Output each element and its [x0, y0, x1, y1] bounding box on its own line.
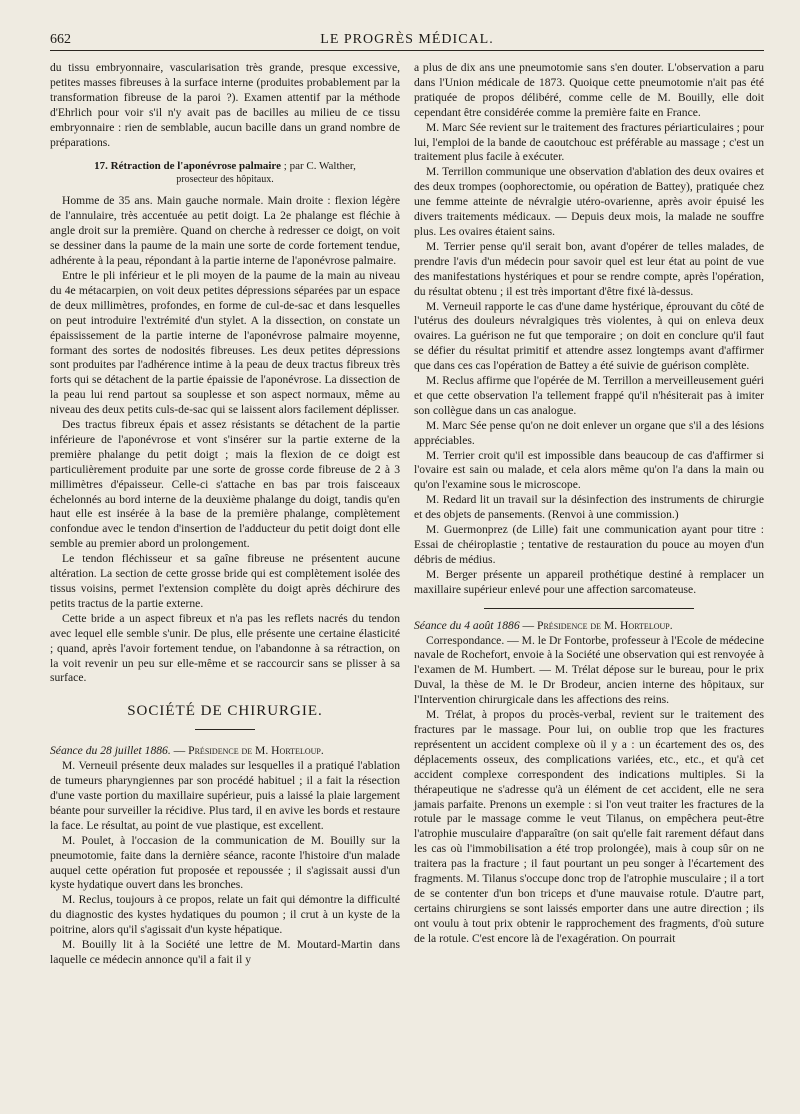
- section-rule: [195, 729, 255, 730]
- seance-presidence: — Présidence de M. Horteloup.: [173, 744, 324, 758]
- section-title: SOCIÉTÉ DE CHIRURGIE.: [127, 703, 323, 720]
- seance-line: [414, 619, 764, 634]
- right-column: [414, 61, 764, 968]
- two-column-body: [50, 61, 764, 968]
- case-author-role: prosecteur des hôpitaux.: [176, 174, 274, 186]
- paragraph: M. Marc Sée revient sur le traitement des fractures périarticulaires ; pour lui, l'emploi de la bande de caoutchouc est préférable au massage ; c'est un traitement plus facile à exécuter.: [414, 120, 765, 164]
- paragraph: M. Reclus, toujours à ce propos, relate un fait qui démontre la difficulté du diagnostic des kystes hydatiques du poumon ; il crut à un kyste de la poitrine, alors qu'il s'agissait d'un kyste hépatique.: [50, 893, 400, 937]
- paragraph: M. Marc Sée pense qu'on ne doit enlever un organe que s'il a des lésions appréciables.: [414, 418, 764, 447]
- divider: [484, 608, 694, 609]
- paragraph: Cette bride a un aspect fibreux et n'a pas les reflets nacrés du tendon avec lequel elle semble s'unir. De plus, elle présente une certaine élasticité ; quand, après l'avoir fortement tendue, on l'abandonne à sa rétraction, on la voit revenir un peu sur elle-même et se raccourcir sans se plisser à sa surface.: [50, 611, 400, 685]
- paragraph: M. Verneuil présente deux malades sur lesquelles il a pratiqué l'ablation de tumeurs pharyngiennes par son procédé habituel ; il a fait la résection d'une vaste portion du maxillaire supérieur, puis a laissé la plaie largement béante pour surveiller la récidive. Plus tard, il en avive les bords et restaure la face. Le résultat, au point de vue plastique, est excellent.: [50, 759, 400, 832]
- paragraph: Le tendon fléchisseur et sa gaîne fibreuse ne présentent aucune altération. La section de cette grosse bride qui est complètement isolée des tissus voisins, permet l'extension complète du doigt après déchirure des petits tractus de la partie externe.: [50, 552, 400, 610]
- paragraph: du tissu embryonnaire, vascularisation très grande, presque excessive, petites masses fibreuses à la surface interne (produites probablement par la transformation fibreuse de la paroi ?). Examen attentif par la méthode d'Ehrlich pour voir s'il n'y avait pas de bacilles au milieu de ce tissu embryonnaire : rien de semblable, aucun bacille dans un grand nombre de préparations.: [50, 61, 400, 149]
- seance-line: [50, 744, 400, 759]
- left-column: [50, 61, 400, 968]
- seance-date: Séance du 28 juillet 1886.: [50, 744, 171, 758]
- case-title: Rétraction de l'aponévrose palmaire: [110, 160, 282, 173]
- paragraph: M. Terrillon communique une observation d'ablation des deux ovaires et des deux trompes (oophorectomie, ou opération de Battey), pratiquée chez une femme atteinte de névralgie utéro-ovarienne, après avoir épuisé les divers traitements médicaux. — Depuis deux mois, la malade ne souffre plus. Les ovaires étaient sains.: [414, 165, 764, 238]
- page-number: 662: [50, 32, 71, 47]
- paragraph: M. Trélat, à propos du procès-verbal, revient sur le traitement des fractures par le massage. Pour lui, on oublie trop que les fractures représentent un accident complexe où il y a : un écartement des os, des déplacements osseux, des complications variées, etc., etc., et qu'à cet accident complexe correspondent des indications multiples. Si la thérapeutique ne s'adresse qu'à un élément de cet accident, elle ne sera jamais parfaite. Prenons un exemple : si l'on veut traiter les fractures de la rotule par le massage comme le veut Tilanus, on empêchera peut-être l'atrophie musculaire d'apparaître (on sait qu'elle fait rarement défaut dans les cas où l'immobilisation a été trop prolongée), mais à coup sûr on ne traitera pas la fracture ; il faut pourtant un peu songer à l'écartement des fragments. M. Tilanus s'occupe donc trop de l'atrophie musculaire ; il a tort de se contenter d'un bon triceps et d'une mauvaise rotule. D'autre part, certains chirurgiens se sont laissés emporter dans une autre direction ; ils ont voulu à tout prix obtenir le rapprochement des fragments, d'où suture de la rotule. C'est encore là de l'exagération. On pourrait: [414, 708, 764, 945]
- paragraph: Des tractus fibreux épais et assez résistants se détachent de la partie inférieure de l'aponévrose et vont s'insérer sur la partie externe de la première phalange du petit doigt ; mais la flexion de ce doigt est particulièrement produite par une sorte de grosse corde fibreuse de 2 à 3 millimètres d'épaisseur. Celle-ci s'attache en bas par trois faisceaux échelonnés au bord interne de la deuxième phalange du doigt, tandis qu'en haut elle est insérée à la base de la première phalange, complètement confondue avec le tendon d'insertion de l'adducteur du petit doigt dont elle semble au premier abord un prolongement.: [50, 418, 400, 551]
- journal-title: LE PROGRÈS MÉDICAL.: [320, 32, 494, 47]
- paragraph: M. Reclus affirme que l'opérée de M. Terrillon a merveilleusement guéri et que cette observation l'a tellement frappé qu'il n'hésiterait pas à imiter son collègue dans un cas analogue.: [414, 374, 764, 417]
- paragraph: Correspondance. — M. le Dr Fontorbe, professeur à l'Ecole de médecine navale de Rochefort, envoie à la Société une observation qui est renvoyée à l'examen de M. Humbert. — M. Trélat dépose sur le bureau, pour le prix Duval, la thèse de M. le Dr Brodeur, ancien interne des hôpitaux, sur l'Intervention chirurgicale dans les affections des reins.: [414, 633, 764, 707]
- case-number: 17.: [94, 160, 108, 173]
- paragraph: M. Poulet, à l'occasion de la communication de M. Bouilly sur la pneumotomie, faite dans la dernière séance, raconte l'histoire d'un malade auquel cette opération fut proposée et repoussée ; il s'agissait aussi d'un kyste hydatique ouvert dans les bronches.: [50, 833, 400, 892]
- case-author: ; par C. Walther,: [283, 160, 356, 173]
- paragraph: M. Redard lit un travail sur la désinfection des instruments de chirurgie et des objets de pansements. (Renvoi à une commission.): [414, 493, 764, 522]
- paragraph: Homme de 35 ans. Main gauche normale. Main droite : flexion légère de l'annulaire, très accentuée au petit doigt. La 2e phalange est fléchie à angle droit sur la première. Quand on cherche à redresser ce doigt, on voit se dessiner dans la paume de la main une sorte de corde fortement tendue, adhérente à la peau, répondant à la partie interne de l'aponévrose palmaire.: [50, 194, 400, 268]
- case-heading: [50, 160, 400, 186]
- paragraph: a plus de dix ans une pneumotomie sans s'en douter. L'observation a paru dans l'Union médicale de 1873. Quoique cette pneumotomie n'ait pas été pratiquée de propos délibéré, comme celle de M. Bouilly, elle doit cependant être considérée comme la première faite en France.: [414, 61, 764, 119]
- paragraph: M. Bouilly lit à la Société une lettre de M. Moutard-Martin dans laquelle ce médecin annonce qu'il a fait il y: [50, 938, 400, 966]
- seance-presidence: — Présidence de M. Horteloup.: [522, 618, 673, 632]
- paragraph: M. Guermonprez (de Lille) fait une communication ayant pour titre : Essai de chéiroplastie ; tentative de restauration du pouce au moyen d'un débris de médius.: [414, 523, 764, 566]
- paragraph: M. Terrier croit qu'il est impossible dans beaucoup de cas d'affirmer si l'ovaire est sain ou malade, et cela alors même qu'on l'a dans la main ou qu'on l'examine sous le microscope.: [414, 448, 764, 492]
- paragraph: M. Berger présente un appareil prothétique destiné à remplacer un maxillaire supérieur enlevé pour une affection sarcomateuse.: [414, 567, 764, 596]
- seance-date: Séance du 4 août 1886: [414, 618, 520, 632]
- paragraph: M. Verneuil rapporte le cas d'une dame hystérique, éprouvant du côté de l'utérus des douleurs névralgiques très violentes, à qui on enleva deux ovaires. La guérison ne fut que temporaire ; on doit en conclure qu'il faut se défier du résultat primitif et attendre assez longtemps avant d'affirmer que dans ces cas l'opération de Battey a été suivie de guérison complète.: [414, 299, 764, 373]
- running-head: [50, 30, 764, 51]
- paragraph: M. Terrier pense qu'il serait bon, avant d'opérer de telles malades, de prendre l'avis d'un médecin pour savoir quel est leur état au point de vue des manifestations hystériques et pour se rendre compte, après l'opération, du résultat obtenu ; il est très important d'être fixé là-dessus.: [414, 239, 764, 298]
- paragraph: Entre le pli inférieur et le pli moyen de la paume de la main au niveau du 4e métacarpien, on voit deux petites dépressions séparées par un espace de deux millimètres, profondes, en forme de cul-de-sac et dans lesquelles on peut introduire l'extrémité d'un stylet. A la dissection, on constate un épaississement de la partie interne de l'aponévrose palmaire moyenne, formant des sortes de nodosités fibreuses. Les deux petites dépressions sont produites par l'adhérence intime à la peau de deux tractus fibreux très forts qui se détachent de la partie épaissie de l'aponévrose. La dissection de la peau lui rend partout sa souplesse et son aspect normaux, même au niveau des deux petits culs-de-sac qui se laissent alors facilement déplisser.: [50, 268, 400, 417]
